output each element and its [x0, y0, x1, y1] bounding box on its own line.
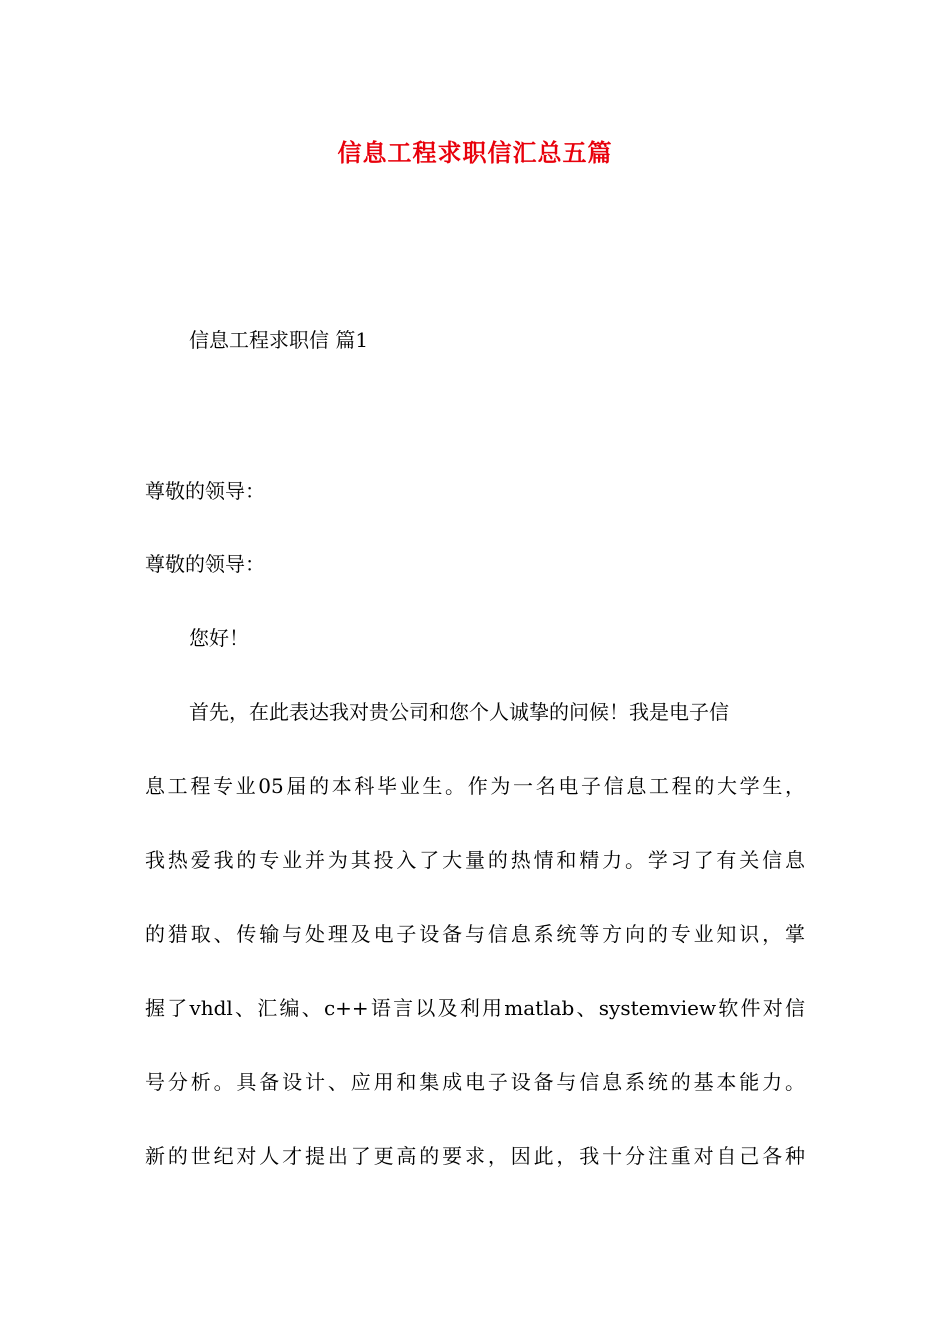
salutation-line: 尊敬的领导：: [145, 552, 265, 576]
greeting-line: 您好！: [189, 626, 249, 650]
body-line: 的猎取、传输与处理及电子设备与信息系统等方向的专业知识，掌: [145, 922, 805, 946]
body-line: 息工程专业05届的本科毕业生。作为一名电子信息工程的大学生，: [145, 774, 805, 798]
body-line: 号分析。具备设计、应用和集成电子设备与信息系统的基本能力。: [145, 1070, 805, 1094]
document-title: 信息工程求职信汇总五篇: [337, 138, 613, 167]
body-line: 握了vhdl、汇编、c++语言以及利用matlab、systemview软件对信: [145, 996, 805, 1020]
body-line: 新的世纪对人才提出了更高的要求，因此，我十分注重对自己各种: [145, 1144, 805, 1168]
body-line: 我热爱我的专业并为其投入了大量的热情和精力。学习了有关信息: [145, 848, 805, 872]
section-heading: 信息工程求职信 篇1: [189, 328, 369, 352]
salutation-line: 尊敬的领导：: [145, 479, 265, 503]
body-line: 首先，在此表达我对贵公司和您个人诚挚的问候！我是电子信: [189, 700, 729, 724]
